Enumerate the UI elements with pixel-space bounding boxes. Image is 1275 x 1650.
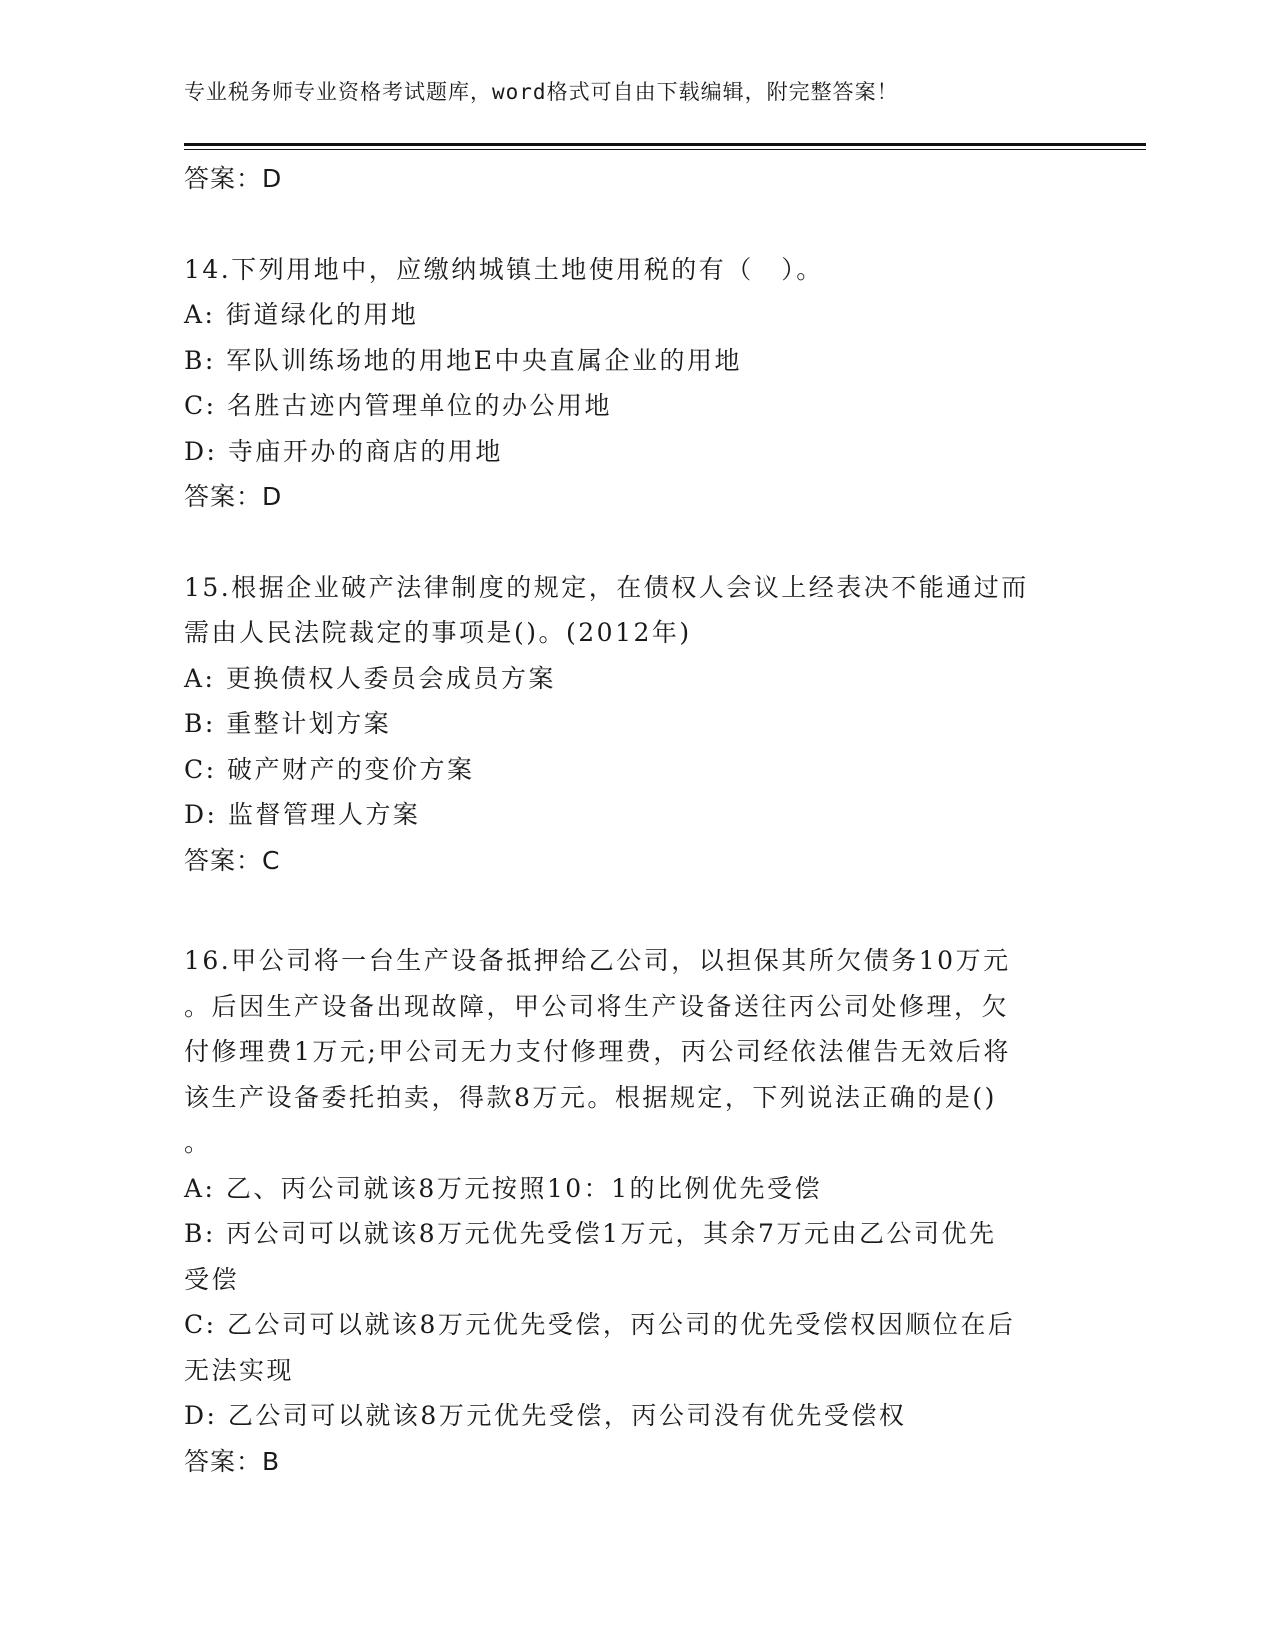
header-rule-thin [184,149,1146,150]
option-d: D: 寺庙开办的商店的用地 [184,436,503,466]
document-body [184,156,1064,1484]
option-b-continued: 受偿 [184,1264,240,1294]
question-15 [184,565,1064,884]
answer-line: 答案：D [184,482,283,511]
option-a: A: 更换债权人委员会成员方案 [184,663,556,693]
option-c: C: 名胜古迹内管理单位的办公用地 [184,391,612,420]
answer-line: 答案：C [184,845,281,875]
question-stem-line: 。 [184,1128,212,1157]
question-stem-line: 该生产设备委托拍卖，得款8万元。根据规定，下列说法正确的是() [184,1082,997,1112]
option-b: B: 军队训练场地的用地E中央直属企业的用地 [184,345,742,375]
spacer [184,202,1064,247]
option-c: C: 乙公司可以就该8万元优先受偿，丙公司的优先受偿权因顺位在后 [184,1310,1016,1339]
page-header: 专业税务师专业资格考试题库，word格式可自由下载编辑，附完整答案！ [184,80,899,104]
option-c-continued: 无法实现 [184,1355,295,1385]
spacer [184,520,1064,565]
option-c: C: 破产财产的变价方案 [184,754,475,784]
option-a: A: 乙、丙公司就该8万元按照10：1的比例优先受偿 [184,1173,823,1203]
question-stem-line: 。后因生产设备出现故障，甲公司将生产设备送往丙公司处修理，欠 [184,991,1010,1021]
spacer [184,883,1064,938]
question-14 [184,247,1064,520]
question-stem-line: 15.根据企业破产法律制度的规定，在债权人会议上经表决不能通过而 [184,572,1029,602]
option-d: D: 监督管理人方案 [184,800,421,829]
previous-answer: 答案：D [184,164,283,193]
option-d: D: 乙公司可以就该8万元优先受偿，丙公司没有优先受偿权 [184,1401,907,1430]
question-16 [184,938,1064,1484]
question-stem-line: 需由人民法院裁定的事项是()。(2012年) [184,618,692,647]
option-b: B: 重整计划方案 [184,709,392,738]
question-stem-line: 14.下列用地中，应缴纳城镇土地使用税的有（ ）。 [184,254,824,284]
header-rule-thick [184,143,1146,146]
question-stem-line: 付修理费1万元;甲公司无力支付修理费，丙公司经依法催告无效后将 [184,1037,1011,1066]
option-b: B: 丙公司可以就该8万元优先受偿1万元，其余7万元由乙公司优先 [184,1219,997,1248]
option-a: A: 街道绿化的用地 [184,300,419,329]
question-stem-line: 16.甲公司将一台生产设备抵押给乙公司，以担保其所欠债务10万元 [184,946,1011,975]
answer-line: 答案：B [184,1446,281,1476]
